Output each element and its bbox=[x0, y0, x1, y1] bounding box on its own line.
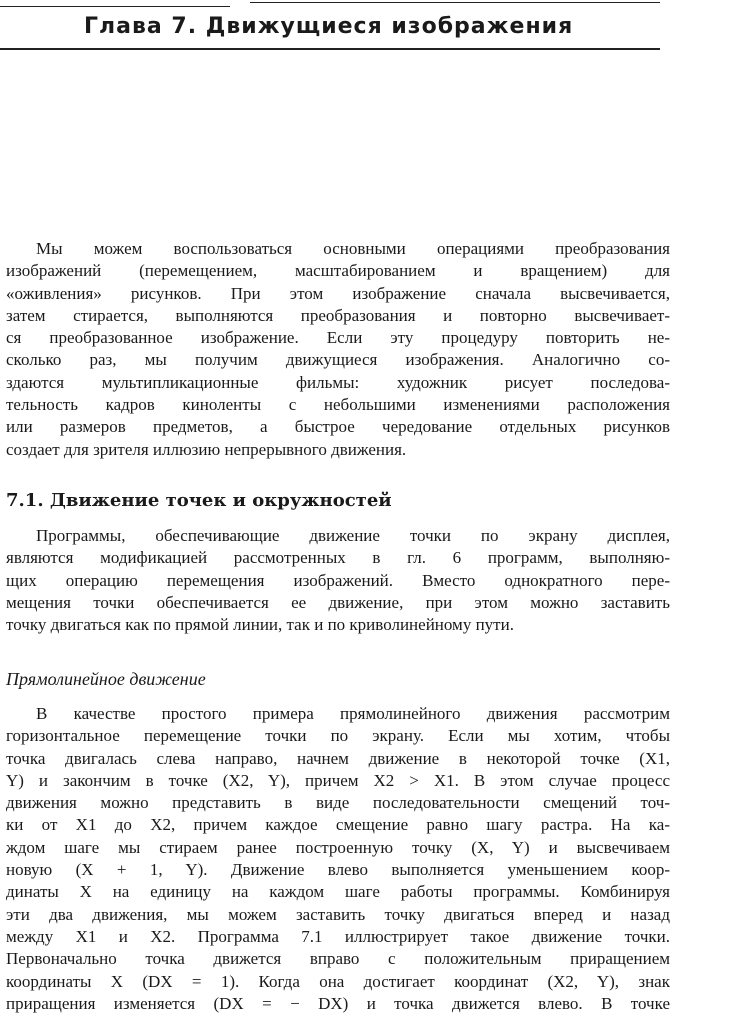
text-line: В качестве простого примера прямолинейного движения рассмотрим bbox=[36, 704, 670, 723]
text-line: являются модификацией рассмотренных в гл. 6 программ, выполняю- bbox=[6, 548, 670, 568]
text-line: эти два движения, мы можем заставить точку двигаться вперед и назад bbox=[6, 904, 670, 924]
text-line: сколько раз, мы получим движущиеся изображения. Аналогично со- bbox=[6, 350, 670, 370]
text-line: мещения точки обеспечивается ее движение, при этом можно заставить bbox=[6, 592, 670, 612]
text-line: здаются мультипликационные фильмы: художник рисует последова- bbox=[6, 372, 670, 392]
text-line: движения можно представить в виде последовательности смещений точ- bbox=[6, 793, 670, 813]
text-line: изображений (перемещением, масштабированием и вращением) для bbox=[6, 261, 670, 281]
chapter-title: Глава 7. Движущиеся изображения bbox=[84, 14, 574, 39]
text-line: точка двигалась слева направо, начнем движение в некоторой точке (X1, bbox=[6, 748, 670, 768]
text-line: горизонтальное перемещение точки по экрану. Если мы хотим, чтобы bbox=[6, 726, 670, 746]
text-line: затем стирается, выполняются преобразования и повторно высвечивает- bbox=[6, 305, 670, 325]
text-line: или размеров предметов, а быстрое чередование отдельных рисунков bbox=[6, 417, 670, 437]
text-line: Программы, обеспечивающие движение точки по экрану дисплея, bbox=[36, 526, 670, 545]
text-line: Мы можем воспользоваться основными операциями преобразования bbox=[36, 239, 670, 258]
text-line: создает для зрителя иллюзию непрерывного движения. bbox=[6, 439, 407, 459]
text-line: приращения изменяется (DX = − DX) и точка движется влево. В точке bbox=[6, 993, 670, 1013]
section-paragraph bbox=[6, 525, 670, 636]
header-rule-bottom bbox=[0, 48, 660, 50]
header-rule-top-left bbox=[0, 6, 230, 7]
section-heading: 7.1. Движение точек и окружностей bbox=[6, 490, 392, 511]
text-line: динаты X на единицу на каждом шаге работы программы. Комбинируя bbox=[6, 882, 670, 902]
text-line: координаты X (DX = 1). Когда она достигает координат (X2, Y), знак bbox=[6, 971, 670, 991]
text-line: ки от X1 до X2, причем каждое смещение равно шагу растра. На ка- bbox=[6, 815, 670, 835]
header-rule-top-right bbox=[250, 2, 660, 3]
text-line: ждом шаге мы стираем ранее построенную точку (X, Y) и высвечиваем bbox=[6, 837, 670, 857]
subsection-heading: Прямолинейное движение bbox=[6, 669, 206, 689]
subsection-paragraph bbox=[6, 703, 670, 1015]
text-line: новую (X + 1, Y). Движение влево выполняется уменьшением коор- bbox=[6, 860, 670, 880]
text-line: тельность кадров киноленты с небольшими изменениями расположения bbox=[6, 395, 670, 415]
text-line: «оживления» рисунков. При этом изображение сначала высвечивается, bbox=[6, 283, 670, 303]
text-line: Y) и закончим в точке (X2, Y), причем X2 > X1. В этом случае процесс bbox=[6, 770, 670, 790]
text-line: ся преобразованное изображение. Если эту процедуру повторить не- bbox=[6, 328, 670, 348]
text-line: точку двигаться как по прямой линии, так и по криволинейному пути. bbox=[6, 615, 514, 635]
text-line: между X1 и X2. Программа 7.1 иллюстрирует такое движение точки. bbox=[6, 926, 670, 946]
text-line: щих операцию перемещения изображений. Вместо однократного пере- bbox=[6, 570, 670, 590]
text-line: Первоначально точка движется вправо с положительным приращением bbox=[6, 949, 670, 969]
intro-paragraph bbox=[6, 238, 670, 461]
